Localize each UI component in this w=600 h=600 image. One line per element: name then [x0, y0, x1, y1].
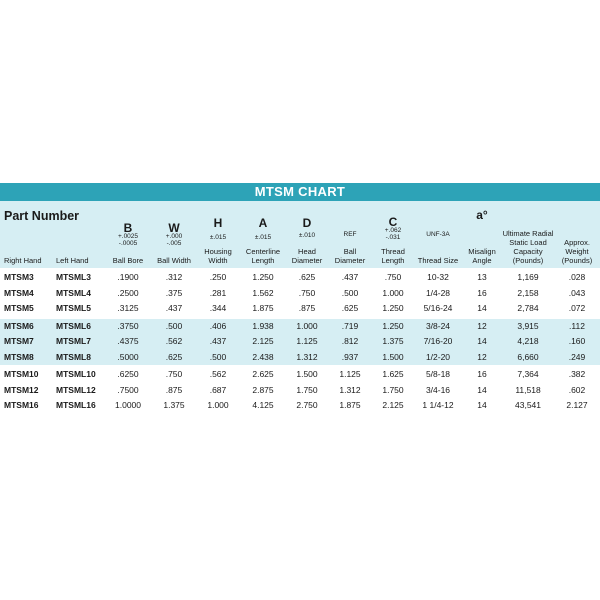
table-cell: .687 [209, 384, 227, 395]
left-hand-part: MTSML4 [56, 287, 91, 298]
table-cell: 14 [477, 384, 487, 395]
left-hand-part: MTSML6 [52, 318, 104, 335]
table-row [0, 398, 600, 414]
table-cell: 1.312 [339, 384, 361, 395]
table-cell: .5000 [117, 351, 139, 362]
table-cell: 1.000 [382, 287, 404, 298]
table-cell: 4,218 [517, 336, 539, 346]
table-cell: 13 [462, 269, 502, 286]
table-cell: 5/16-24 [423, 303, 453, 313]
left-hand-part: MTSML5 [56, 303, 91, 313]
table-cell: 2.125 [382, 400, 404, 410]
table-cell: 1.375 [163, 400, 185, 410]
table-cell: .562 [196, 366, 240, 383]
table-cell: .750 [298, 287, 316, 298]
table-cell: 1.500 [382, 351, 404, 362]
table-cell: .6250 [104, 366, 152, 383]
table-cell: .312 [152, 269, 196, 286]
ball-diameter-label: Ball Diameter [334, 247, 366, 265]
left-hand-part: MTSML16 [56, 400, 96, 410]
table-cell: .625 [341, 303, 359, 313]
table-cell: 1.562 [252, 287, 274, 298]
table-cell: 1,169 [502, 269, 554, 286]
table-cell: .4375 [117, 336, 139, 346]
table-row [0, 366, 600, 383]
table-cell: 1.125 [296, 336, 318, 346]
table-cell: 1.750 [382, 384, 404, 395]
ball-bore-label: Ball Bore [112, 256, 144, 265]
col-h-head: H ±.015 [209, 215, 227, 241]
table-cell: 12 [462, 318, 502, 335]
table-cell: 16 [462, 366, 502, 383]
right-hand-part: MTSM6 [0, 318, 52, 335]
right-hand-part: MTSM5 [4, 303, 34, 313]
part-number-heading: Part Number [4, 209, 80, 223]
col-ref-head: REF [343, 231, 357, 238]
table-cell: 1.625 [372, 366, 414, 383]
table-cell: 43,541 [515, 400, 541, 410]
table-cell: .602 [568, 384, 586, 395]
table-cell: .281 [209, 287, 227, 298]
col-w-head: W +.000 -.005 [165, 221, 183, 247]
right-hand-part: MTSM10 [0, 366, 52, 383]
table-cell: 5/8-18 [414, 366, 462, 383]
table-cell: .160 [568, 336, 586, 346]
table-cell: 1.250 [382, 303, 404, 313]
table-cell: 14 [477, 400, 487, 410]
table-cell: .437 [165, 303, 183, 313]
table-cell: 1 1/4-12 [422, 400, 454, 410]
table-cell: 7/16-20 [423, 336, 453, 346]
col-weight-head: Approx. Weight (Pounds) [561, 238, 593, 265]
col-d-head: D ±.010 [298, 215, 316, 239]
table-cell: 1.500 [286, 366, 328, 383]
col-angle-head: a° [476, 208, 488, 222]
table-cell: 3/4-16 [425, 384, 451, 395]
col-c-head: C +.062 -.031 [384, 215, 402, 241]
table-cell: .437 [328, 269, 372, 286]
left-hand-part: MTSML12 [56, 384, 96, 395]
right-hand-part: MTSM12 [4, 384, 39, 395]
table-cell: .382 [554, 366, 600, 383]
table-row [0, 318, 600, 335]
table-cell: 6,660 [517, 351, 539, 362]
table-cell: .043 [568, 287, 586, 298]
table-cell: .028 [554, 269, 600, 286]
left-hand-label: Left Hand [56, 256, 89, 265]
table-cell: .875 [165, 384, 183, 395]
table-cell: 2.625 [240, 366, 286, 383]
table-cell: 1.125 [328, 366, 372, 383]
table-cell: .112 [554, 318, 600, 335]
table-cell: 1.312 [296, 351, 318, 362]
table-row [0, 350, 600, 367]
table-cell: .437 [209, 336, 227, 346]
table-cell: .812 [341, 336, 359, 346]
table-cell: 12 [477, 351, 487, 362]
right-hand-part: MTSM16 [4, 400, 39, 410]
right-hand-part: MTSM7 [4, 336, 34, 346]
table-cell: 1.000 [207, 400, 229, 410]
table-cell: 11,518 [515, 384, 541, 395]
table-cell: .875 [298, 303, 316, 313]
table-cell: 2.438 [252, 351, 274, 362]
table-cell: .562 [165, 336, 183, 346]
table-cell: 2.127 [566, 400, 588, 410]
table-cell: 3/8-24 [414, 318, 462, 335]
table-cell: .249 [568, 351, 586, 362]
table-cell: 2.750 [296, 400, 318, 410]
table-cell: 1.375 [382, 336, 404, 346]
table-cell: 1.938 [240, 318, 286, 335]
thread-length-label: Thread Length [381, 247, 405, 265]
table-row [0, 269, 600, 286]
head-diameter-label: Head Diameter [291, 247, 323, 265]
table-body [0, 269, 600, 414]
col-a-head: A ±.015 [254, 215, 272, 241]
table-cell: 1.0000 [115, 400, 141, 410]
misalign-angle-label: Misalign Angle [468, 247, 496, 265]
table-cell: .375 [165, 287, 183, 298]
table-cell: 1.250 [372, 318, 414, 335]
table-row [0, 286, 600, 302]
right-hand-label: Right Hand [4, 256, 42, 265]
table-cell: 7,364 [502, 366, 554, 383]
right-hand-part: MTSM3 [0, 269, 52, 286]
table-cell: .1900 [104, 269, 152, 286]
table-cell: 2.125 [252, 336, 274, 346]
table-cell: .719 [328, 318, 372, 335]
table-cell: .625 [286, 269, 328, 286]
table-row [0, 383, 600, 399]
table-cell: .7500 [117, 384, 139, 395]
col-thread-head: UNF-3A [426, 231, 450, 238]
table-cell: .500 [209, 351, 227, 362]
right-hand-part: MTSM8 [4, 351, 34, 362]
table-row [0, 334, 600, 350]
table-cell: .250 [196, 269, 240, 286]
table-cell: 2.875 [252, 384, 274, 395]
table-cell: .750 [152, 366, 196, 383]
table-cell: 16 [477, 287, 487, 298]
centerline-length-label: Centerline Length [245, 247, 281, 265]
table-cell: 1/2-20 [425, 351, 451, 362]
table-cell: .344 [209, 303, 227, 313]
table-cell: 1/4-28 [425, 287, 451, 298]
table-cell: .750 [372, 269, 414, 286]
table-cell: 14 [477, 336, 487, 346]
table-cell: .937 [341, 351, 359, 362]
left-hand-part: MTSML3 [52, 269, 104, 286]
chart-title: MTSM CHART [0, 183, 600, 201]
housing-width-label: Housing Width [204, 247, 232, 265]
thread-size-label: Thread Size [417, 256, 459, 265]
table-cell: 1.875 [252, 303, 274, 313]
table-cell: .2500 [117, 287, 139, 298]
spec-table [0, 201, 600, 414]
table-cell: 2,784 [517, 303, 539, 313]
table-cell: 1.000 [286, 318, 328, 335]
table-cell: .625 [165, 351, 183, 362]
left-hand-part: MTSML8 [56, 351, 91, 362]
table-cell: 1.250 [240, 269, 286, 286]
table-cell: .3750 [104, 318, 152, 335]
table-cell: 1.875 [339, 400, 361, 410]
table-cell: .072 [568, 303, 586, 313]
table-cell: 2,158 [517, 287, 539, 298]
col-capacity-head: Ultimate Radial Static Load Capacity (Pounds) [502, 229, 554, 265]
ball-width-label: Ball Width [157, 256, 191, 265]
table-cell: 3,915 [502, 318, 554, 335]
table-cell: .500 [152, 318, 196, 335]
col-b-head: B +.0025 -.0005 [117, 221, 139, 247]
left-hand-part: MTSML10 [52, 366, 104, 383]
table-cell: .3125 [117, 303, 139, 313]
left-hand-part: MTSML7 [56, 336, 91, 346]
table-cell: .406 [196, 318, 240, 335]
table-cell: 10-32 [414, 269, 462, 286]
table-cell: 14 [477, 303, 487, 313]
header-letters-row [0, 201, 600, 247]
mtsm-chart [0, 183, 600, 414]
table-cell: 1.750 [296, 384, 318, 395]
table-cell: .500 [341, 287, 359, 298]
right-hand-part: MTSM4 [4, 287, 34, 298]
table-cell: 4.125 [252, 400, 274, 410]
table-row [0, 301, 600, 318]
